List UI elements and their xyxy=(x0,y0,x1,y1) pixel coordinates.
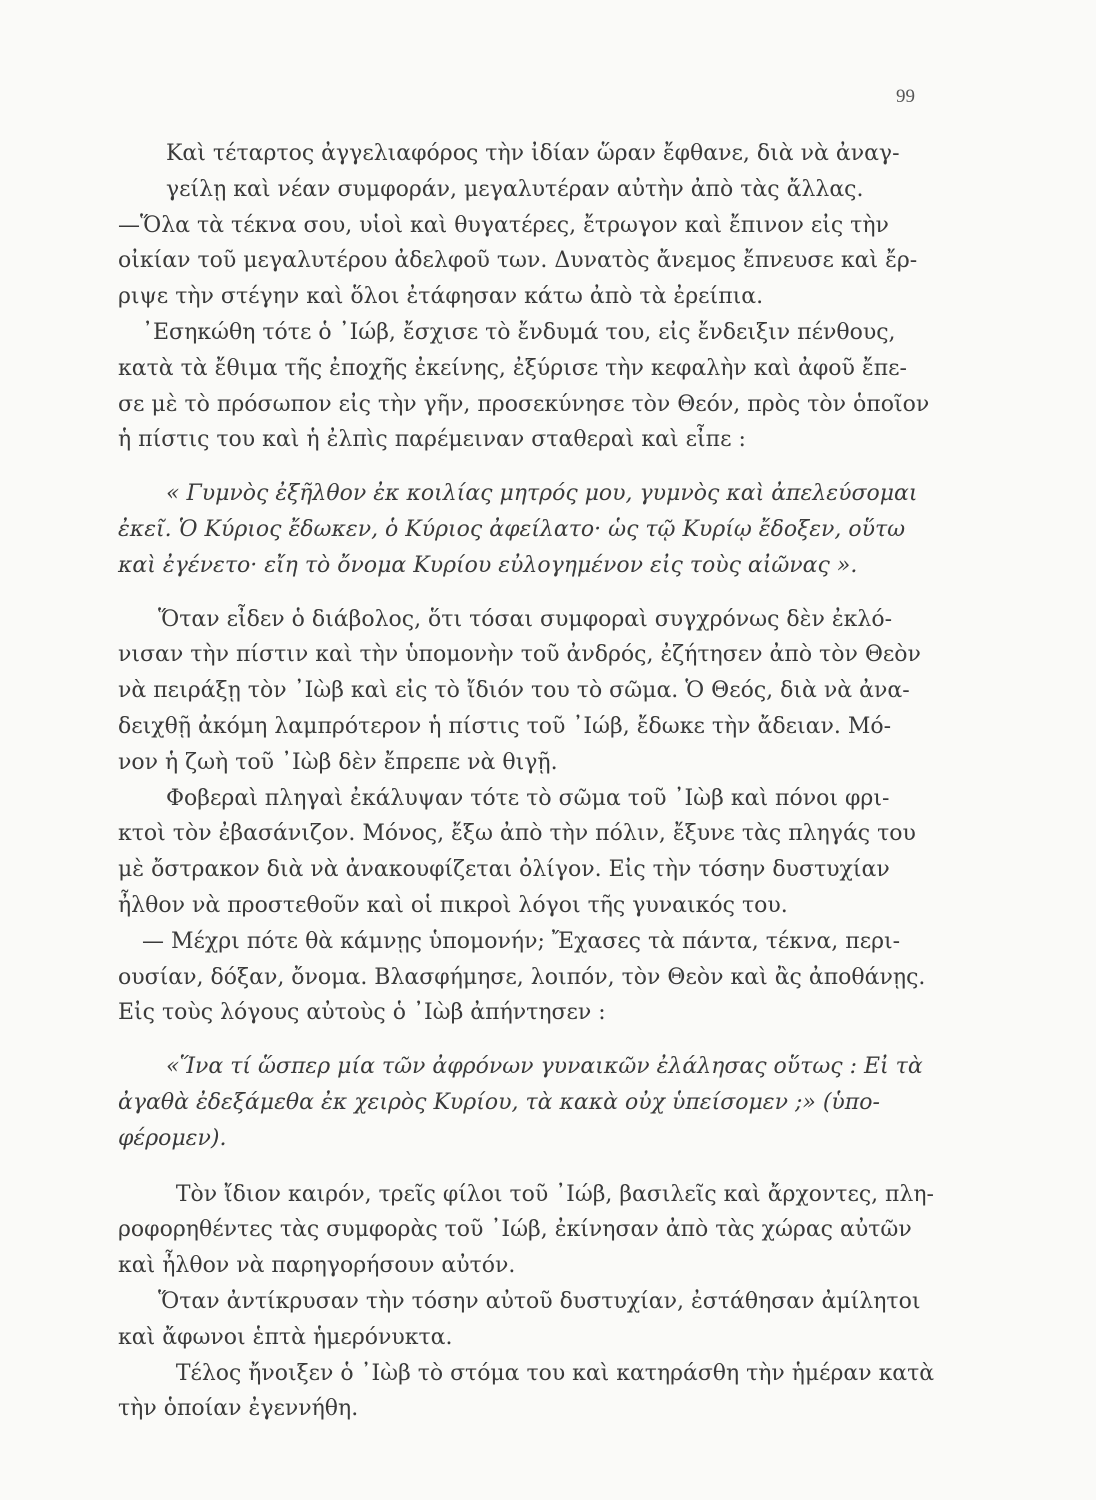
text-line: σε μὲ τὸ πρόσωπον εἰς τὴν γῆν, προσεκύνησε τὸν Θεόν, πρὸς τὸν ὁποῖον xyxy=(118,391,930,417)
text-line: δειχθῇ ἀκόμη λαμπρότερον ἡ πίστις τοῦ ᾿Ιώβ, ἔδωκε τὴν ἄδειαν. Μό- xyxy=(118,713,892,739)
text-line: τὴν ὁποίαν ἐγεννήθη. xyxy=(118,1396,359,1422)
paragraph-children-news xyxy=(118,208,934,315)
paragraph-sores xyxy=(118,781,934,924)
text-line: —Ὅλα τὰ τέκνα σου, υἱοὶ καὶ θυγατέρες, ἔτρωγον καὶ ἔπινον εἰς τὴν xyxy=(118,212,889,238)
text-line: « Γυμνὸς ἐξῆλθον ἐκ κοιλίας μητρός μου, γυμνὸς καὶ ἀπελεύσομαι xyxy=(166,481,918,507)
text-line: ριψε τὴν στέγην καὶ ὅλοι ἐτάφησαν κάτω ἀπὸ τὰ ἐρείπια. xyxy=(118,284,764,310)
text-line: Καὶ τέταρτος ἀγγελιαφόρος τὴν ἰδίαν ὥραν ἔφθανε, διὰ νὰ ἀναγ- xyxy=(166,141,900,166)
paragraph-silence xyxy=(118,1284,934,1356)
text-line: — Μέχρι πότε θὰ κάμνῃς ὑπομονήν; Ἔχασες τὰ πάντα, τέκνα, περι- xyxy=(142,928,901,954)
text-line: φέρομεν). xyxy=(118,1125,227,1151)
paragraph-job-mourning xyxy=(118,315,934,458)
text-line: Ὅταν εἶδεν ὁ διάβολος, ὅτι τόσαι συμφοραὶ συγχρόνως δὲν ἐκλό- xyxy=(158,606,893,632)
text-line: νον ἡ ζωὴ τοῦ ᾿Ιὼβ δὲν ἔπρεπε νὰ θιγῇ. xyxy=(118,749,558,775)
text-line: κατὰ τὰ ἔθιμα τῆς ἐποχῆς ἐκείνης, ἐξύρισε τὴν κεφαλὴν καὶ ἀφοῦ ἔπε- xyxy=(118,355,907,381)
body-text xyxy=(118,136,934,1427)
text-line: ἐκεῖ. Ὁ Κύριος ἔδωκεν, ὁ Κύριος ἀφείλατο· ὡς τῷ Κυρίῳ ἔδοξεν, οὕτω xyxy=(118,516,906,542)
paragraph-curse-day xyxy=(118,1356,934,1428)
text-line: καὶ ἄφωνοι ἑπτὰ ἡμερόνυκτα. xyxy=(118,1324,453,1350)
text-line: Τὸν ἴδιον καιρόν, τρεῖς φίλοι τοῦ ᾿Ιώβ, βασιλεῖς καὶ ἄρχοντες, πλη- xyxy=(175,1181,934,1207)
text-line: Τέλος ἤνοιξεν ὁ ᾿Ιὼβ τὸ στόμα του καὶ κατηράσθη τὴν ἡμέραν κατὰ xyxy=(175,1360,935,1386)
text-line: οἰκίαν τοῦ μεγαλυτέρου ἀδελφοῦ των. Δυνατὸς ἄνεμος ἔπνευσε καὶ ἔρ- xyxy=(118,248,918,274)
paragraph-messenger xyxy=(118,136,934,208)
text-line: ἡ πίστις του καὶ ἡ ἐλπὶς παρέμειναν σταθεραὶ καὶ εἶπε : xyxy=(118,427,746,453)
text-line: ἦλθον νὰ προστεθοῦν καὶ οἱ πικροὶ λόγοι τῆς γυναικός του. xyxy=(118,892,788,918)
text-line: ᾿Εσηκώθη τότε ὁ ᾿Ιώβ, ἔσχισε τὸ ἔνδυμά του, εἰς ἔνδειξιν πένθους, xyxy=(142,319,896,345)
scripture-quote xyxy=(118,476,934,583)
text-line: ουσίαν, δόξαν, ὄνομα. Βλασφήμησε, λοιπόν, τὸν Θεὸν καὶ ἂς ἀποθάνῃς. xyxy=(118,964,926,990)
text-line: ἀγαθὰ ἐδεξάμεθα ἐκ χειρὸς Κυρίου, τὰ κακὰ οὐχ ὑπείσομεν ;» (ὑπο- xyxy=(118,1089,880,1115)
text-line: νὰ πειράξῃ τὸν ᾿Ιὼβ καὶ εἰς τὸ ἴδιόν του τὸ σῶμα. Ὁ Θεός, διὰ νὰ ἀνα- xyxy=(118,678,910,704)
text-line: Φοβεραὶ πληγαὶ ἐκάλυψαν τότε τὸ σῶμα τοῦ ᾿Ιὼβ καὶ πόνοι φρι- xyxy=(166,785,890,811)
paragraph-wife-speech xyxy=(118,924,934,1031)
paragraph-friends xyxy=(118,1177,934,1284)
paragraph-devil xyxy=(118,602,934,781)
page-number: 99 xyxy=(896,86,915,107)
text-line: «Ἵνα τί ὥσπερ μία τῶν ἀφρόνων γυναικῶν ἐλάλησας οὕτως : Εἰ τὰ xyxy=(166,1054,923,1080)
text-line: γείλῃ καὶ νέαν συμφοράν, μεγαλυτέραν αὐτὴν ἀπὸ τὰς ἄλλας. xyxy=(166,176,864,202)
text-line: Ὅταν ἀντίκρυσαν τὴν τόσην αὐτοῦ δυστυχίαν, ἐστάθησαν ἀμίλητοι xyxy=(158,1288,921,1314)
text-line: Εἰς τοὺς λόγους αὐτοὺς ὁ ᾿Ιὼβ ἀπήντησεν : xyxy=(118,1000,606,1026)
text-line: μὲ ὄστρακον διὰ νὰ ἀνακουφίζεται ὀλίγον. Εἰς τὴν τόσην δυστυχίαν xyxy=(118,857,890,883)
text-line: ροφορηθέντες τὰς συμφορὰς τοῦ ᾿Ιώβ, ἐκίνησαν ἀπὸ τὰς χώρας αὐτῶν xyxy=(118,1217,912,1243)
text-line: νισαν τὴν πίστιν καὶ τὴν ὑπομονὴν τοῦ ἀνδρός, ἐζήτησεν ἀπὸ τὸν Θεὸν xyxy=(118,642,921,668)
text-line: κτοὶ τὸν ἐβασάνιζον. Μόνος, ἔξω ἀπὸ τὴν πόλιν, ἔξυνε τὰς πληγάς του xyxy=(118,821,916,847)
job-reply-quote xyxy=(118,1049,934,1156)
text-line: καὶ ἦλθον νὰ παρηγορήσουν αὐτόν. xyxy=(118,1253,516,1279)
text-line: καὶ ἐγένετο· εἴη τὸ ὄνομα Κυρίου εὐλογημένον εἰς τοὺς αἰῶνας ». xyxy=(118,552,858,578)
